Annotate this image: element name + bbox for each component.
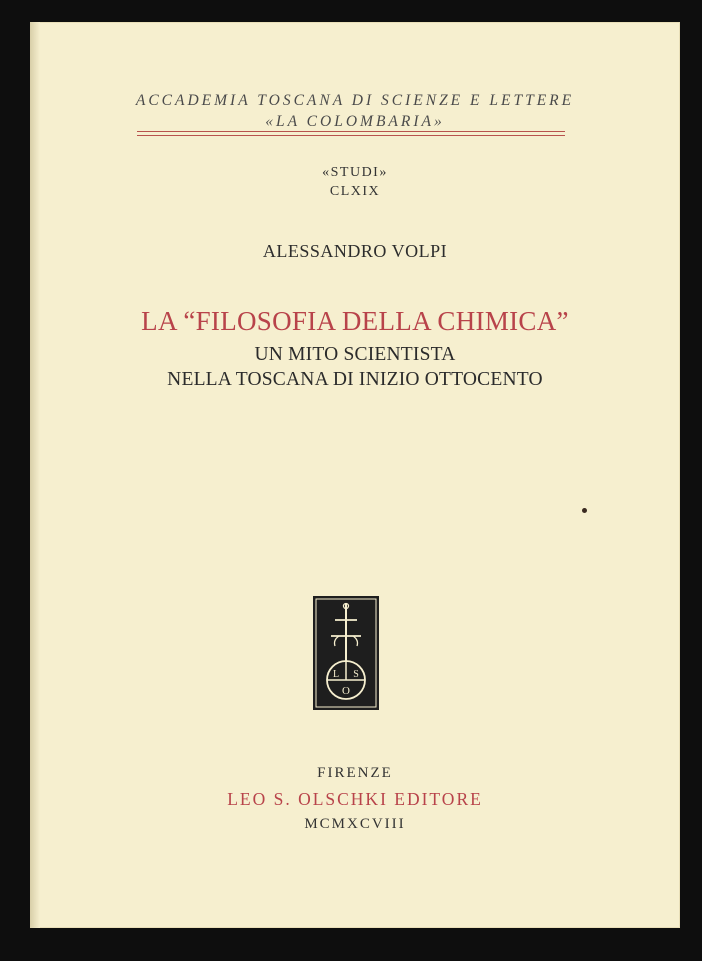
- academy-name: ACCADEMIA TOSCANA DI SCIENZE E LETTERE: [135, 92, 575, 109]
- emblem-letter-l: L: [332, 669, 340, 680]
- series-block: [30, 163, 680, 201]
- publisher-name: LEO S. OLSCHKI EDITORE: [227, 789, 483, 809]
- academy-heading: [30, 90, 680, 132]
- emblem-letter-s: S: [353, 669, 359, 680]
- emblem-letter-o: O: [342, 685, 350, 697]
- series-number: CLXIX: [329, 184, 381, 199]
- author-name: ALESSANDRO VOLPI: [262, 241, 448, 261]
- paper-speck: [582, 508, 587, 513]
- publication-year: MCMXCVIII: [304, 816, 406, 832]
- lso-printer-mark-icon: [313, 596, 379, 710]
- book-title: LA “FILOSOFIA DELLA CHIMICA”: [141, 306, 569, 336]
- red-double-rule: [137, 131, 565, 136]
- series-name: «STUDI»: [322, 165, 388, 180]
- academy-subname: «LA COLOMBARIA»: [265, 113, 445, 130]
- subtitle-line-2: NELLA TOSCANA DI INIZIO OTTOCENTO: [167, 369, 543, 390]
- subtitle-line-1: UN MITO SCIENTISTA: [254, 344, 456, 365]
- book-subtitle: [30, 342, 680, 392]
- publication-place: FIRENZE: [317, 765, 393, 781]
- book-cover: [30, 22, 680, 928]
